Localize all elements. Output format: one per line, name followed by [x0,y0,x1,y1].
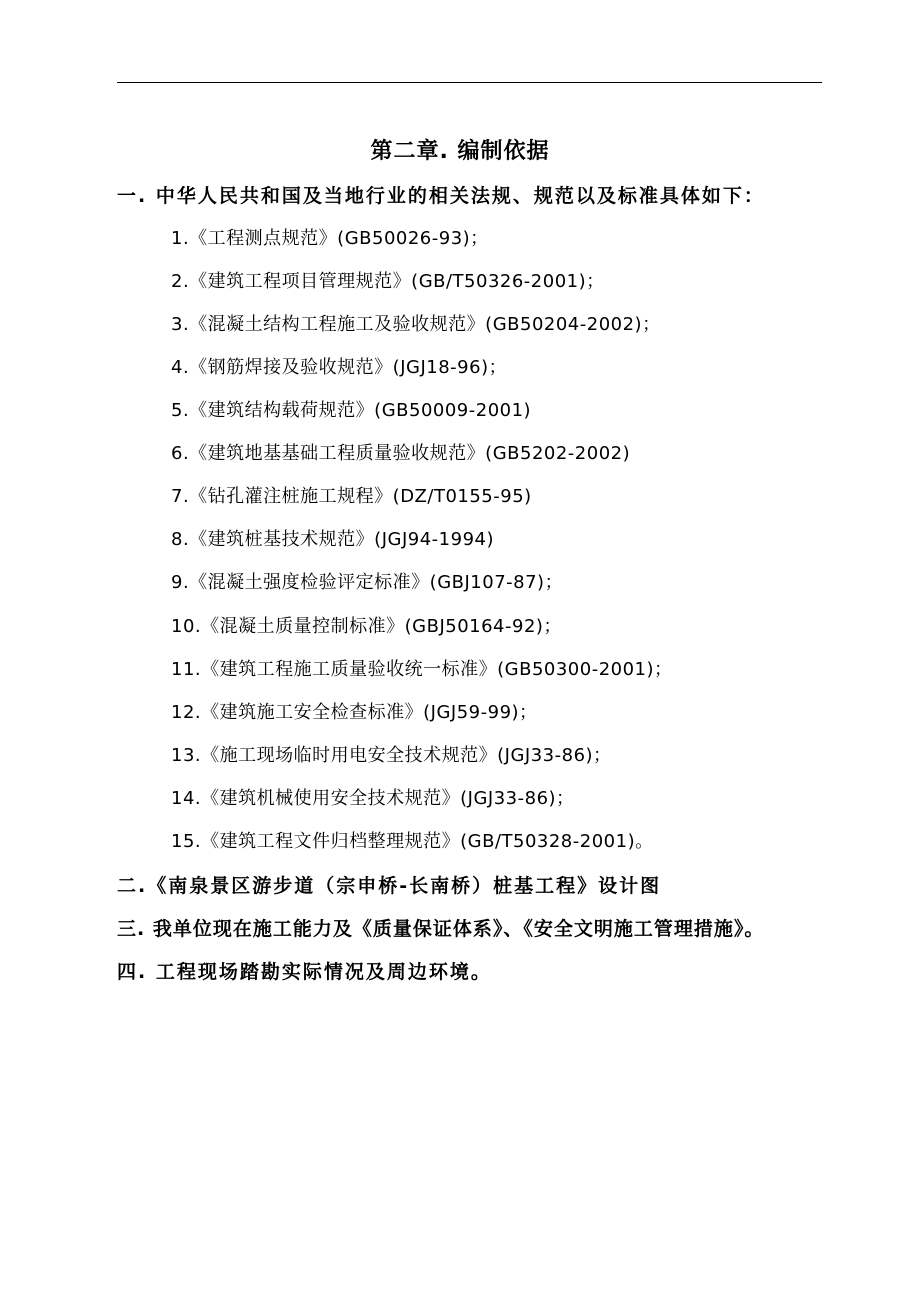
section-2-heading: 二.《南泉景区游步道（宗申桥-长南桥）桩基工程》设计图 [117,875,662,897]
list-item: 10.《混凝土质量控制标准》(GBJ50164-92)； [171,616,562,637]
list-item: 15.《建筑工程文件归档整理规范》(GB/T50328-2001)。 [171,831,654,852]
section-1-heading: 一. 中华人民共和国及当地行业的相关法规、规范以及标准具体如下： [117,185,765,207]
list-item: 7.《钻孔灌注桩施工规程》(DZ/T0155-95) [171,486,532,507]
list-item: 4.《钢筋焊接及验收规范》(JGJ18-96)； [171,357,508,378]
list-item: 3.《混凝土结构工程施工及验收规范》(GB50204-2002)； [171,314,661,335]
list-item: 1.《工程测点规范》(GB50026-93)； [171,228,489,249]
list-item: 2.《建筑工程项目管理规范》(GB/T50326-2001)； [171,271,605,292]
list-item: 5.《建筑结构载荷规范》(GB50009-2001) [171,400,532,421]
list-item: 13.《施工现场临时用电安全技术规范》(JGJ33-86)； [171,745,612,766]
list-item: 11.《建筑工程施工质量验收统一标准》(GB50300-2001)； [171,659,673,680]
section-4-heading: 四. 工程现场踏勘实际情况及周边环境。 [117,961,492,983]
chapter-title: 第二章. 编制依据 [370,139,550,164]
list-item: 14.《建筑机械使用安全技术规范》(JGJ33-86)； [171,788,575,809]
list-item: 6.《建筑地基基础工程质量验收规范》(GB5202-2002) [171,443,631,464]
list-item: 9.《混凝土强度检验评定标准》(GBJ107-87)； [171,572,564,593]
section-3-heading: 三. 我单位现在施工能力及《质量保证体系》、《安全文明施工管理措施》。 [117,918,765,940]
list-item: 8.《建筑桩基技术规范》(JGJ94-1994) [171,529,494,550]
header-rule [117,82,822,83]
list-item: 12.《建筑施工安全检查标准》(JGJ59-99)； [171,702,538,723]
